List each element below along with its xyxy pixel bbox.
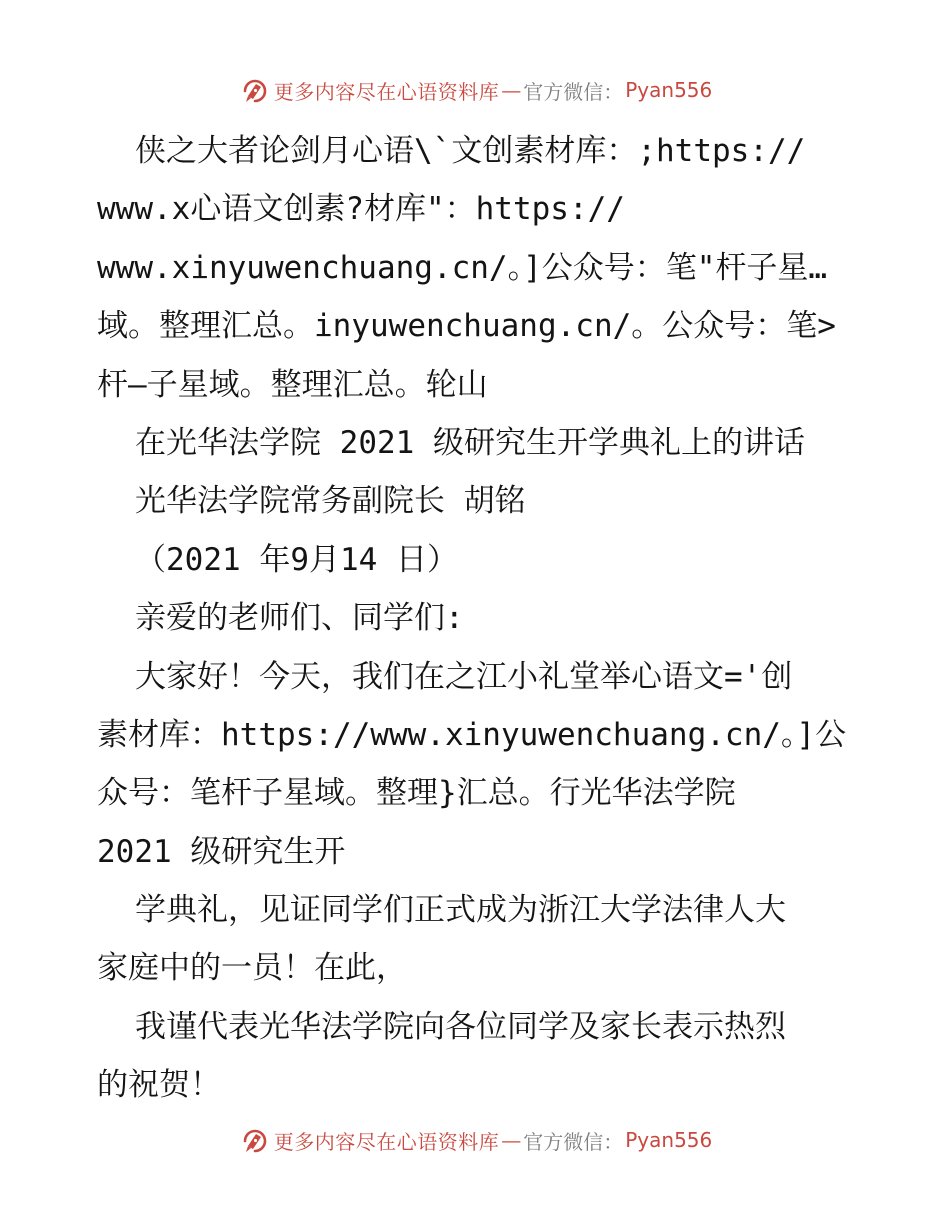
banner-wechat-label: 官方微信： bbox=[523, 79, 624, 104]
document-body bbox=[97, 122, 857, 1115]
date-line: （2021 年9月14 日） bbox=[135, 541, 458, 578]
pen-nib-logo-icon bbox=[238, 74, 270, 106]
banner-wechat-handle: Pyan556 bbox=[625, 78, 713, 102]
footer-banner bbox=[0, 1120, 950, 1160]
banner-brand-text: 更多内容尽在心语资料库 bbox=[273, 79, 500, 104]
text-line: 杆—子星域。整理汇总。轮山 bbox=[97, 366, 488, 403]
banner-wechat-handle: Pyan556 bbox=[625, 1128, 713, 1152]
text-line: www.x心语文创素?材库"：https:// bbox=[97, 191, 625, 228]
text-line: 2021 级研究生开 bbox=[97, 833, 346, 870]
text-line: 我谨代表光华法学院向各位同学及家长表示热烈 bbox=[135, 1008, 786, 1045]
text-line: 侠之大者论剑月心语\`文创素材库：;https:// bbox=[135, 133, 806, 169]
banner-separator: — bbox=[501, 1128, 522, 1152]
speech-title: 在光华法学院 2021 级研究生开学典礼上的讲话 bbox=[135, 424, 805, 461]
text-line: www.xinyuwenchuang.cn/。]公众号：笔"杆子星… bbox=[97, 249, 828, 286]
pen-nib-logo-icon bbox=[238, 1124, 270, 1156]
text-line: 素材库：https://www.xinyuwenchuang.cn/。]公 bbox=[97, 716, 847, 753]
text-line: 众号：笔杆子星域。整理}汇总。行光华法学院 bbox=[97, 775, 736, 812]
text-line: 大家好！今天，我们在之江小礼堂举心语文='创 bbox=[135, 658, 793, 695]
speaker-line: 光华法学院常务副院长 胡铭 bbox=[135, 483, 526, 520]
banner-brand-text: 更多内容尽在心语资料库 bbox=[273, 1129, 500, 1154]
text-line: 的祝贺！ bbox=[97, 1067, 221, 1104]
text-line: 家庭中的一员！在此， bbox=[97, 950, 407, 987]
text-line: 域。整理汇总。inyuwenchuang.cn/。公众号：笔> bbox=[97, 308, 836, 345]
text-line: 学典礼，见证同学们正式成为浙江大学法律人大 bbox=[135, 892, 786, 929]
header-banner bbox=[0, 70, 950, 110]
salutation: 亲爱的老师们、同学们: bbox=[135, 600, 464, 637]
banner-wechat-label: 官方微信： bbox=[523, 1129, 624, 1154]
banner-separator: — bbox=[501, 78, 522, 102]
